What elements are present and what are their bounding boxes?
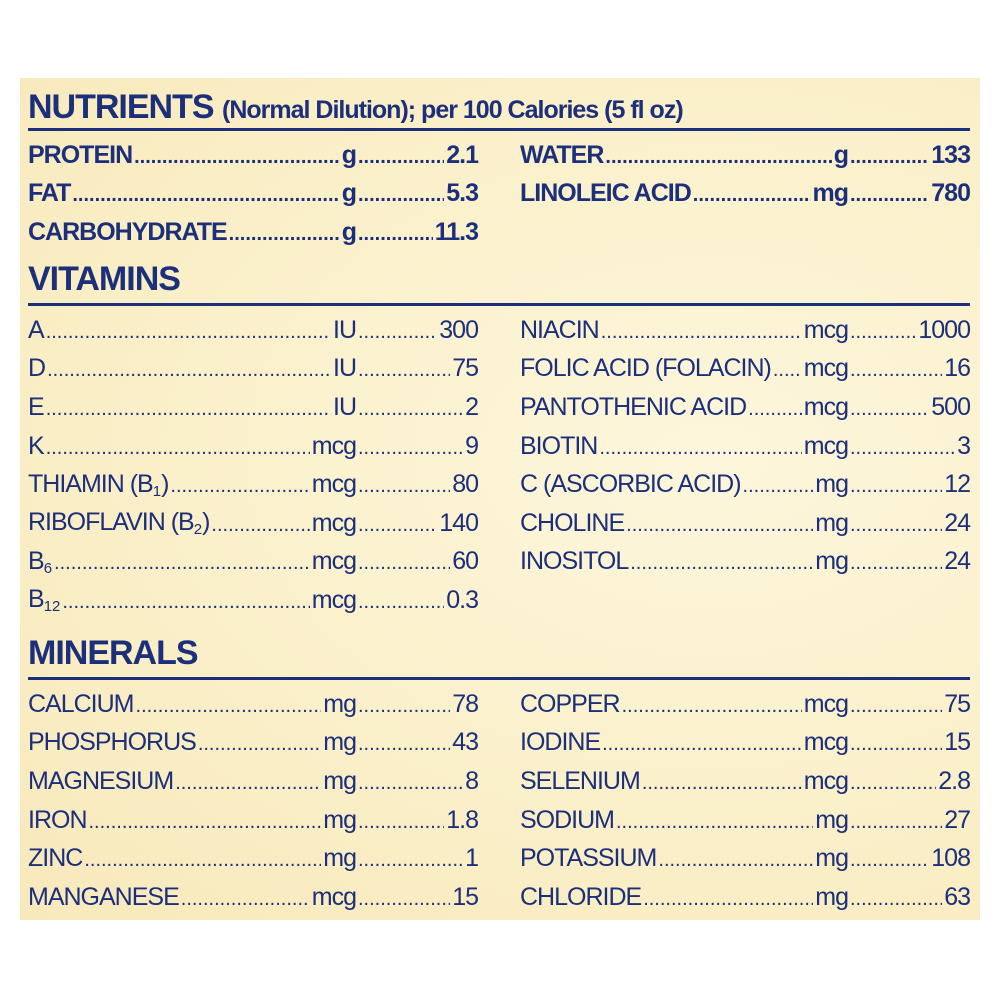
dot-leader	[850, 470, 942, 499]
nutrient-value: 11.3	[434, 217, 478, 246]
mineral-row	[520, 685, 970, 724]
nutrient-unit: mcg	[311, 470, 356, 499]
nutrient-value: 75	[452, 354, 478, 383]
minerals-right-column	[520, 685, 970, 917]
nutrient-name: RIBOFLAVIN $(B_2)$	[28, 508, 210, 539]
nutrient-unit: mcg	[311, 585, 356, 614]
nutrient-row	[520, 175, 970, 214]
dot-leader	[850, 316, 916, 345]
mineral-row	[28, 839, 478, 878]
dot-leader	[850, 354, 942, 383]
nutrient-value: 24	[944, 547, 970, 576]
nutrient-unit: mcg	[803, 354, 848, 383]
nutrient-subscript: 2	[193, 521, 203, 539]
dot-leader	[175, 767, 321, 796]
dot-leader	[358, 586, 444, 615]
nutrient-unit: g	[341, 217, 356, 246]
dot-leader	[170, 470, 309, 499]
dot-leader	[211, 509, 309, 538]
dot-leader	[136, 690, 322, 719]
nutrient-value: 15	[452, 882, 478, 911]
nutrient-row	[28, 175, 478, 214]
nutrient-name: E	[28, 392, 44, 421]
dot-leader	[642, 767, 802, 796]
dot-leader	[54, 547, 310, 576]
dot-leader	[72, 179, 339, 208]
dot-leader	[46, 393, 331, 422]
dot-leader	[693, 179, 811, 208]
dot-leader	[46, 316, 331, 345]
dot-leader	[358, 432, 463, 461]
dot-leader	[850, 806, 942, 835]
dot-leader	[850, 432, 955, 461]
mineral-row	[520, 762, 970, 801]
vitamin-row	[28, 388, 478, 427]
nutrient-unit: IU	[333, 392, 356, 421]
nutrient-value: 1000	[918, 315, 970, 344]
dot-leader	[850, 728, 942, 757]
dot-leader	[622, 690, 802, 719]
dot-leader	[850, 509, 942, 538]
nutrient-name: PANTOTHENIC ACID	[520, 392, 747, 421]
nutrient-value: 3	[957, 431, 970, 460]
mineral-row	[28, 724, 478, 763]
vitamin-row	[520, 388, 970, 427]
nutrient-subscript: 1	[152, 482, 162, 500]
nutrient-value: 8	[465, 766, 478, 795]
dot-leader	[358, 728, 450, 757]
nutrient-unit: mg	[815, 844, 848, 873]
dot-leader	[358, 509, 437, 538]
nutrient-value: 43	[452, 728, 478, 757]
nutrient-subscript: 6	[43, 559, 53, 577]
nutrient-value: 24	[944, 508, 970, 537]
dot-leader	[850, 767, 936, 796]
nutrients-rule	[28, 128, 970, 131]
nutrient-name: NIACIN	[520, 315, 599, 344]
nutrients-section	[28, 84, 970, 244]
nutrient-name: COPPER	[520, 689, 620, 718]
vitamins-left-column	[28, 311, 478, 620]
nutrient-value: 0.3	[446, 585, 478, 614]
nutrient-unit: g	[833, 140, 848, 169]
nutrient-value: 140	[439, 508, 478, 537]
nutrient-name: WATER	[520, 140, 604, 169]
vitamin-row	[28, 581, 478, 620]
nutrient-name: INOSITOL	[520, 547, 629, 576]
dot-leader	[748, 393, 802, 422]
dot-leader	[850, 393, 929, 422]
nutrient-value: 80	[452, 470, 478, 499]
dot-leader	[850, 141, 929, 170]
dot-leader	[599, 432, 801, 461]
nutrient-unit: mcg	[311, 547, 356, 576]
dot-leader	[358, 218, 433, 247]
dot-leader	[358, 179, 444, 208]
dot-leader	[358, 690, 450, 719]
nutrient-value: 300	[439, 315, 478, 344]
nutrient-name: PROTEIN	[28, 140, 133, 169]
nutrient-name: CARBOHYDRATE	[28, 217, 227, 246]
dot-leader	[358, 141, 444, 170]
nutrient-name: $B_{12}$	[28, 585, 61, 616]
nutrient-name: FAT	[28, 179, 71, 208]
nutrient-row	[28, 213, 478, 252]
dot-leader	[626, 509, 813, 538]
mineral-row	[520, 839, 970, 878]
dot-leader	[358, 316, 437, 345]
dot-leader	[358, 354, 450, 383]
nutrient-row	[28, 136, 478, 175]
dot-leader	[62, 586, 309, 615]
nutrient-value: 78	[452, 689, 478, 718]
minerals-rule	[28, 677, 970, 680]
nutrient-unit: mg	[815, 508, 848, 537]
mineral-row	[520, 724, 970, 763]
dot-leader	[47, 354, 331, 383]
nutrient-value: 108	[931, 844, 970, 873]
dot-leader	[358, 547, 450, 576]
dot-leader	[616, 806, 813, 835]
nutrient-unit: mcg	[803, 392, 848, 421]
nutrient-value: 27	[944, 805, 970, 834]
mineral-row	[28, 878, 478, 917]
nutrient-name: POTASSIUM	[520, 844, 657, 873]
vitamin-row	[520, 350, 970, 389]
nutrient-value: 780	[931, 179, 970, 208]
minerals-title: MINERALS	[28, 634, 198, 672]
dot-leader	[358, 806, 444, 835]
dot-leader	[658, 844, 813, 873]
dot-leader	[181, 883, 310, 912]
dot-leader	[89, 806, 322, 835]
nutrient-name: SODIUM	[520, 805, 614, 834]
nutrient-unit: mg	[323, 766, 356, 795]
nutrient-name: BIOTIN	[520, 431, 598, 460]
nutrients-right-column	[520, 136, 970, 213]
vitamin-row	[28, 311, 478, 350]
nutrient-value: 1	[465, 844, 478, 873]
dot-leader	[358, 767, 463, 796]
dot-leader	[743, 470, 814, 499]
nutrient-name: $B_6$	[28, 546, 53, 577]
nutrient-value: 1.8	[446, 805, 478, 834]
minerals-section	[28, 630, 970, 920]
nutrient-name: FOLIC ACID (FOLACIN)	[520, 354, 771, 383]
nutrient-unit: mg	[323, 805, 356, 834]
nutrient-unit: g	[341, 179, 356, 208]
mineral-row	[28, 801, 478, 840]
dot-leader	[850, 547, 942, 576]
nutrient-name: CALCIUM	[28, 689, 134, 718]
nutrient-unit: mg	[323, 844, 356, 873]
dot-leader	[358, 844, 463, 873]
nutrients-subtitle: (Normal Dilution); per 100 Calories (5 fl oz)	[222, 96, 683, 124]
nutrient-unit: mcg	[311, 431, 356, 460]
dot-leader	[643, 883, 813, 912]
dot-leader	[605, 141, 831, 170]
nutrient-name: MANGANESE	[28, 882, 179, 911]
dot-leader	[358, 393, 463, 422]
nutrient-unit: mg	[815, 547, 848, 576]
nutrient-unit: mg	[815, 882, 848, 911]
dot-leader	[601, 316, 802, 345]
nutrients-title: NUTRIENTS	[28, 88, 214, 126]
vitamin-row	[28, 465, 478, 504]
dot-leader	[358, 883, 450, 912]
nutrient-name: THIAMIN $(B_1)$	[28, 469, 169, 500]
nutrient-value: 75	[944, 689, 970, 718]
nutrient-name: CHLORIDE	[520, 882, 642, 911]
nutrient-subscript: 12	[43, 598, 61, 616]
nutrient-unit: mg	[815, 805, 848, 834]
nutrient-value: 2	[465, 392, 478, 421]
nutrient-unit: mg	[323, 728, 356, 757]
nutrient-name: IODINE	[520, 728, 601, 757]
mineral-row	[28, 685, 478, 724]
vitamin-row	[28, 350, 478, 389]
nutrient-name: CHOLINE	[520, 508, 625, 537]
nutrient-value: 60	[452, 547, 478, 576]
nutrient-value: 2.1	[446, 140, 478, 169]
dot-leader	[630, 547, 813, 576]
nutrient-name: IRON	[28, 805, 87, 834]
dot-leader	[198, 728, 321, 757]
nutrient-name: K	[28, 431, 44, 460]
dot-leader	[850, 690, 942, 719]
nutrient-value: 5.3	[446, 179, 478, 208]
nutrient-value: 16	[944, 354, 970, 383]
vitamin-row	[28, 543, 478, 582]
nutrient-unit: mg	[812, 179, 848, 208]
dot-leader	[773, 354, 802, 383]
nutrients-left-column	[28, 136, 478, 252]
nutrient-unit: mcg	[803, 315, 848, 344]
nutrient-value: 12	[944, 470, 970, 499]
nutrient-unit: mcg	[311, 508, 356, 537]
vitamin-row	[520, 465, 970, 504]
vitamins-section	[28, 256, 970, 626]
mineral-row	[28, 762, 478, 801]
nutrient-name: LINOLEIC ACID	[520, 179, 691, 208]
vitamin-row	[520, 543, 970, 582]
nutrient-unit: mg	[815, 470, 848, 499]
vitamin-row	[520, 311, 970, 350]
nutrient-value: 15	[944, 728, 970, 757]
vitamins-right-column	[520, 311, 970, 581]
nutrient-value: 2.8	[938, 766, 970, 795]
vitamin-row	[520, 427, 970, 466]
dot-leader	[46, 432, 310, 461]
nutrient-value: 9	[465, 431, 478, 460]
nutrient-name: ZINC	[28, 844, 83, 873]
vitamins-rule	[28, 303, 970, 306]
nutrients-heading	[28, 88, 683, 127]
nutrient-name: SELENIUM	[520, 766, 640, 795]
nutrient-name: A	[28, 315, 44, 344]
dot-leader	[358, 470, 450, 499]
nutrient-unit: IU	[333, 354, 356, 383]
minerals-left-column	[28, 685, 478, 917]
nutrient-name: D	[28, 354, 46, 383]
nutrient-unit: mcg	[803, 728, 848, 757]
dot-leader	[134, 141, 340, 170]
vitamin-row	[28, 504, 478, 543]
dot-leader	[850, 844, 929, 873]
dot-leader	[850, 179, 929, 208]
nutrient-unit: mcg	[803, 766, 848, 795]
nutrition-panel	[20, 78, 980, 920]
nutrient-name: MAGNESIUM	[28, 766, 174, 795]
nutrient-unit: mcg	[803, 431, 848, 460]
mineral-row	[520, 801, 970, 840]
vitamin-row	[28, 427, 478, 466]
dot-leader	[602, 728, 802, 757]
nutrient-name: C (ASCORBIC ACID)	[520, 470, 741, 499]
dot-leader	[229, 218, 340, 247]
nutrient-unit: mcg	[311, 882, 356, 911]
nutrient-unit: IU	[333, 315, 356, 344]
nutrient-value: 63	[944, 882, 970, 911]
dot-leader	[84, 844, 321, 873]
vitamin-row	[520, 504, 970, 543]
nutrient-value: 133	[931, 140, 970, 169]
nutrient-unit: mg	[323, 689, 356, 718]
nutrient-unit: g	[341, 140, 356, 169]
vitamins-title: VITAMINS	[28, 260, 180, 298]
nutrient-name: PHOSPHORUS	[28, 728, 196, 757]
mineral-row	[520, 878, 970, 917]
nutrient-row	[520, 136, 970, 175]
dot-leader	[850, 883, 942, 912]
nutrient-unit: mcg	[803, 689, 848, 718]
nutrient-value: 500	[931, 392, 970, 421]
